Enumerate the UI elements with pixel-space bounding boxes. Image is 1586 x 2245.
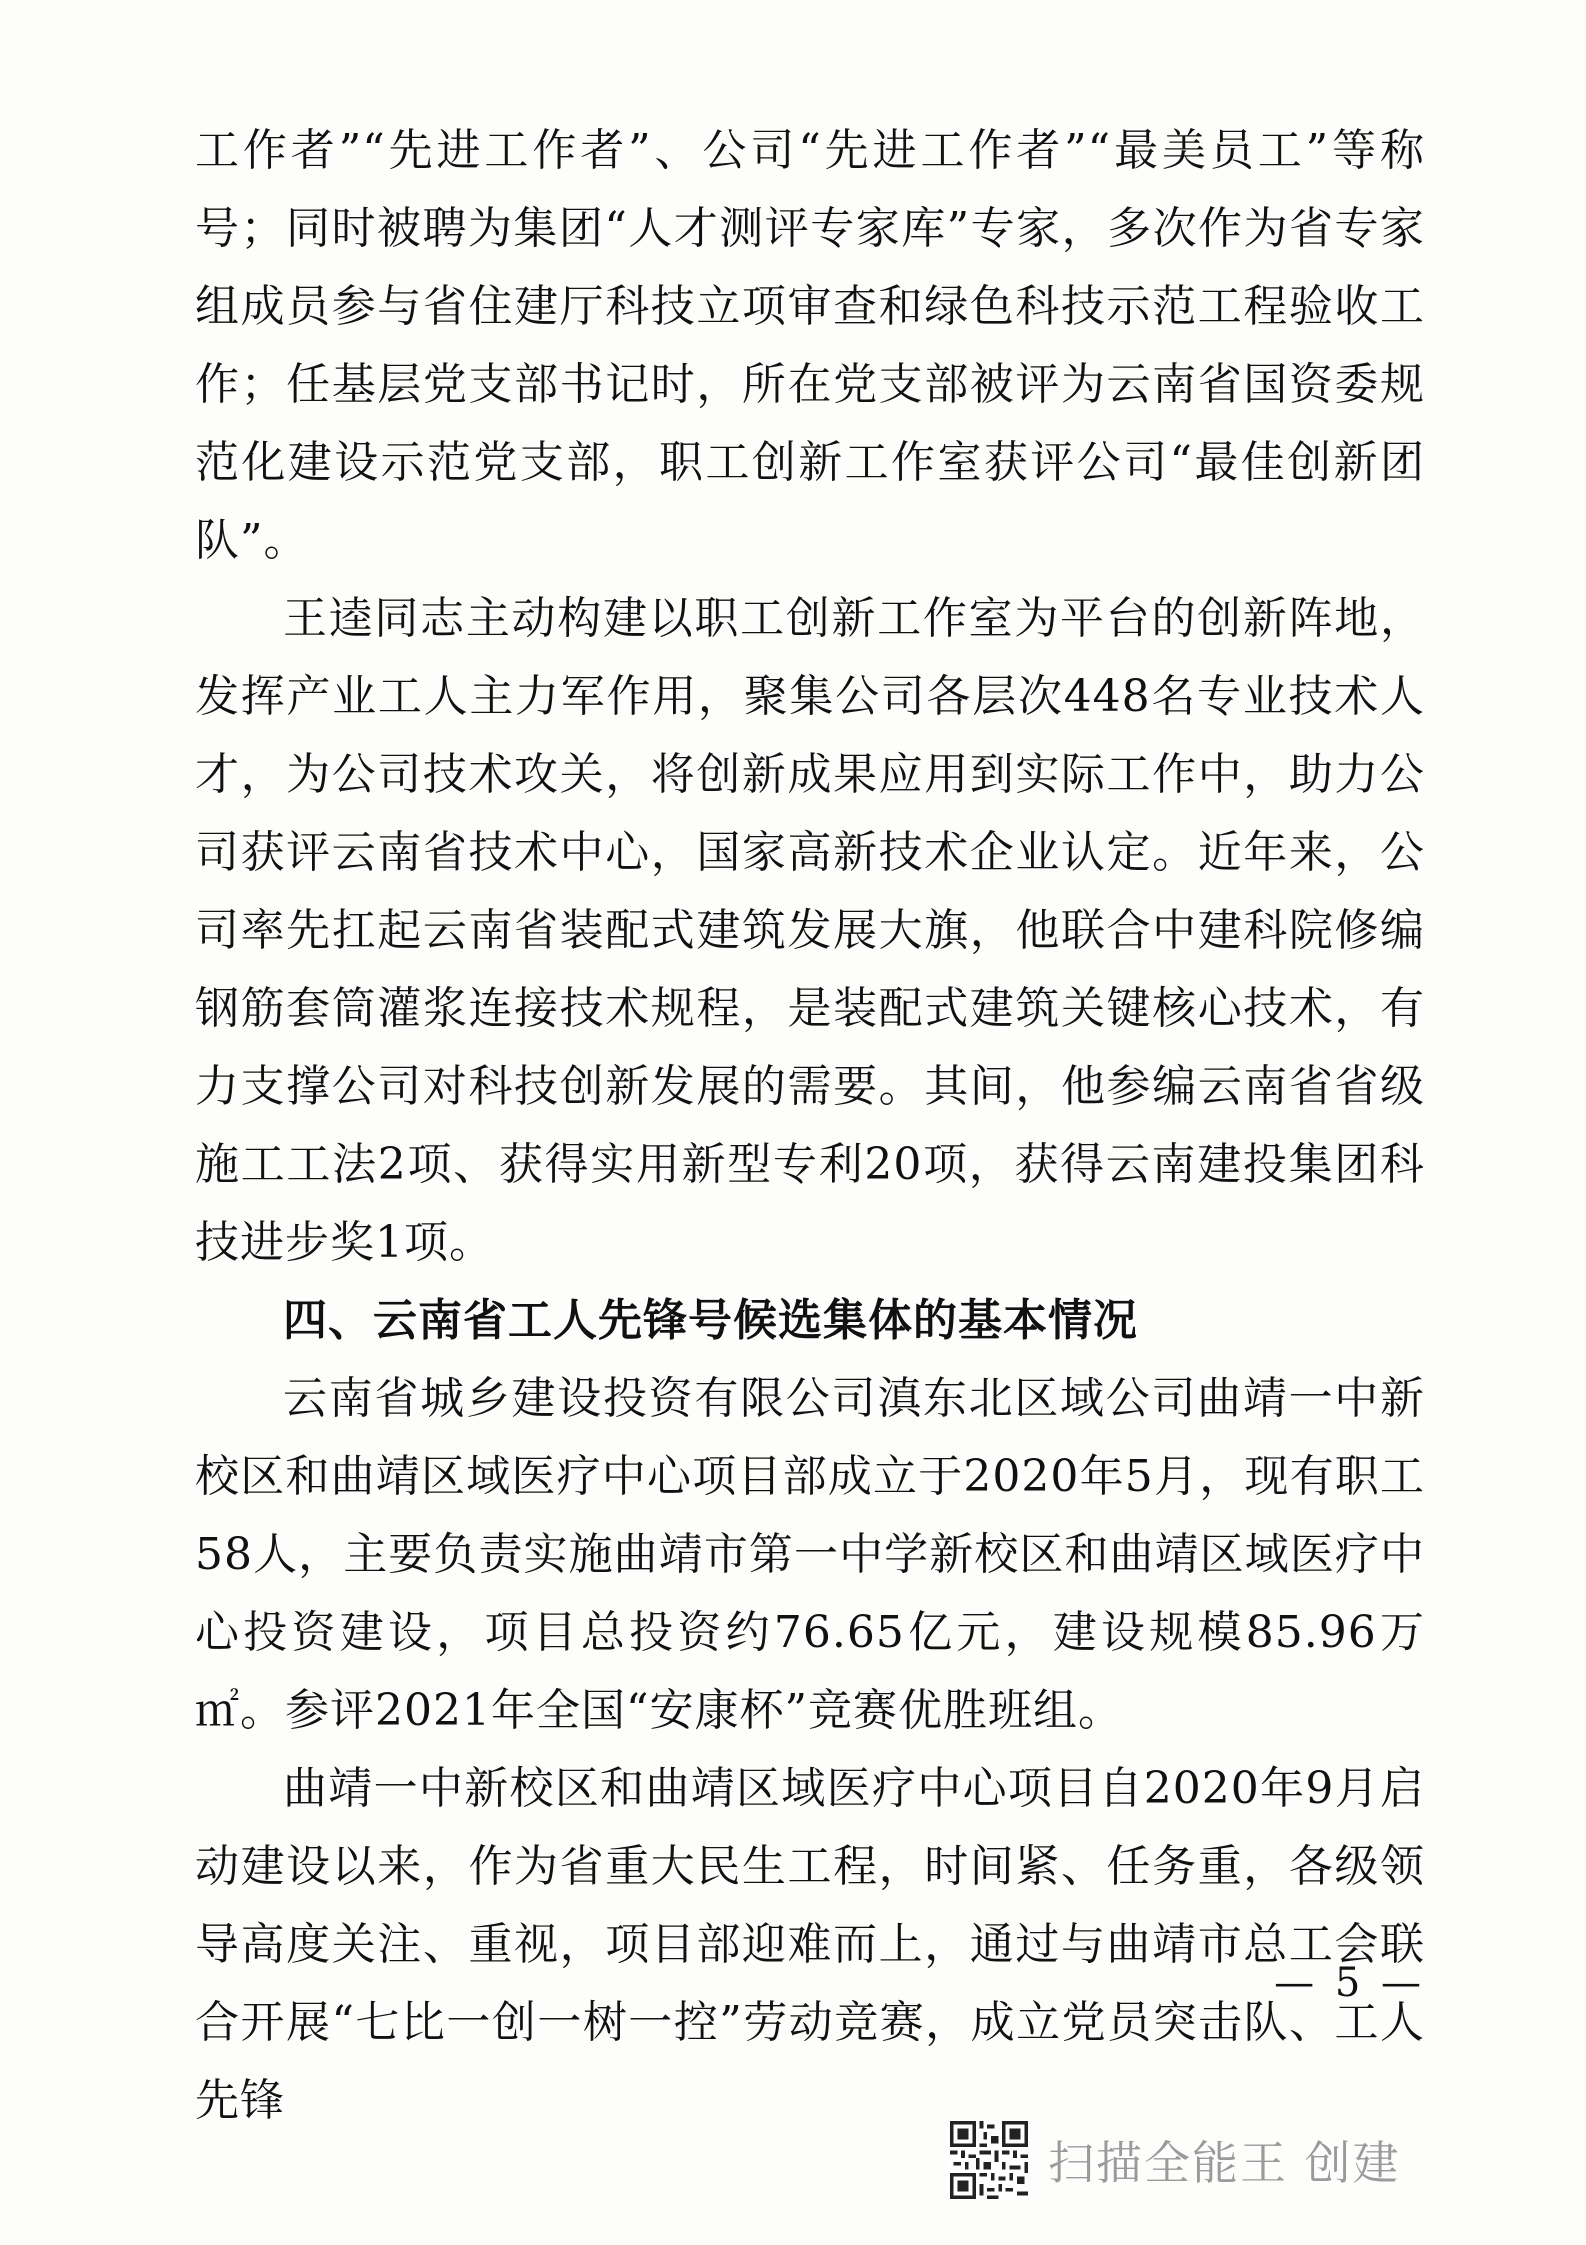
page-number: — 5 — xyxy=(1274,1960,1425,2006)
paragraph-3: 云南省城乡建设投资有限公司滇东北区域公司曲靖一中新校区和曲靖区域医疗中心项目部成立于2020年5月，现有职工58人，主要负责实施曲靖市第一中学新校区和曲靖区域医疗中心投资建设，项目总投资约76.65亿元，建设规模85.96万㎡。参评2021年全国“安康杯”竞赛优胜班组。 xyxy=(195,1373,1425,1736)
paragraph-2: 王逵同志主动构建以职工创新工作室为平台的创新阵地，发挥产业工人主力军作用，聚集公司各层次448名专业技术人才，为公司技术攻关，将创新成果应用到实际工作中，助力公司获评云南省技术中心，国家高新技术企业认定。近年来，公司率先扛起云南省装配式建筑发展大旗，他联合中建科院修编钢筋套筒灌浆连接技术规程，是装配式建筑关键核心技术，有力支撑公司对科技创新发展的需要。其间，他参编云南省省级施工工法2项、获得实用新型专利20项，获得云南建投集团科技进步奖1项。 xyxy=(195,593,1425,1268)
paragraph-4: 曲靖一中新校区和曲靖区域医疗中心项目自2020年9月启动建设以来，作为省重大民生工程，时间紧、任务重，各级领导高度关注、重视，项目部迎难而上，通过与曲靖市总工会联合开展“七比一创一树一控”劳动竞赛，成立党员突击队、工人先锋 xyxy=(195,1763,1425,2126)
section-heading: 四、云南省工人先锋号候选集体的基本情况 xyxy=(283,1295,1138,1346)
watermark-text: 扫描全能王 创建 xyxy=(1048,2136,1401,2190)
qr-code-icon xyxy=(950,2121,1028,2199)
document-body xyxy=(195,112,1425,2140)
paragraph-1: 工作者”“先进工作者”、公司“先进工作者”“最美员工”等称号；同时被聘为集团“人才测评专家库”专家，多次作为省专家组成员参与省住建厅科技立项审查和绿色科技示范工程验收工作；任基层党支部书记时，所在党支部被评为云南省国资委规范化建设示范党支部，职工创新工作室获评公司“最佳创新团队”。 xyxy=(195,125,1425,566)
scanner-watermark xyxy=(950,2112,1450,2208)
